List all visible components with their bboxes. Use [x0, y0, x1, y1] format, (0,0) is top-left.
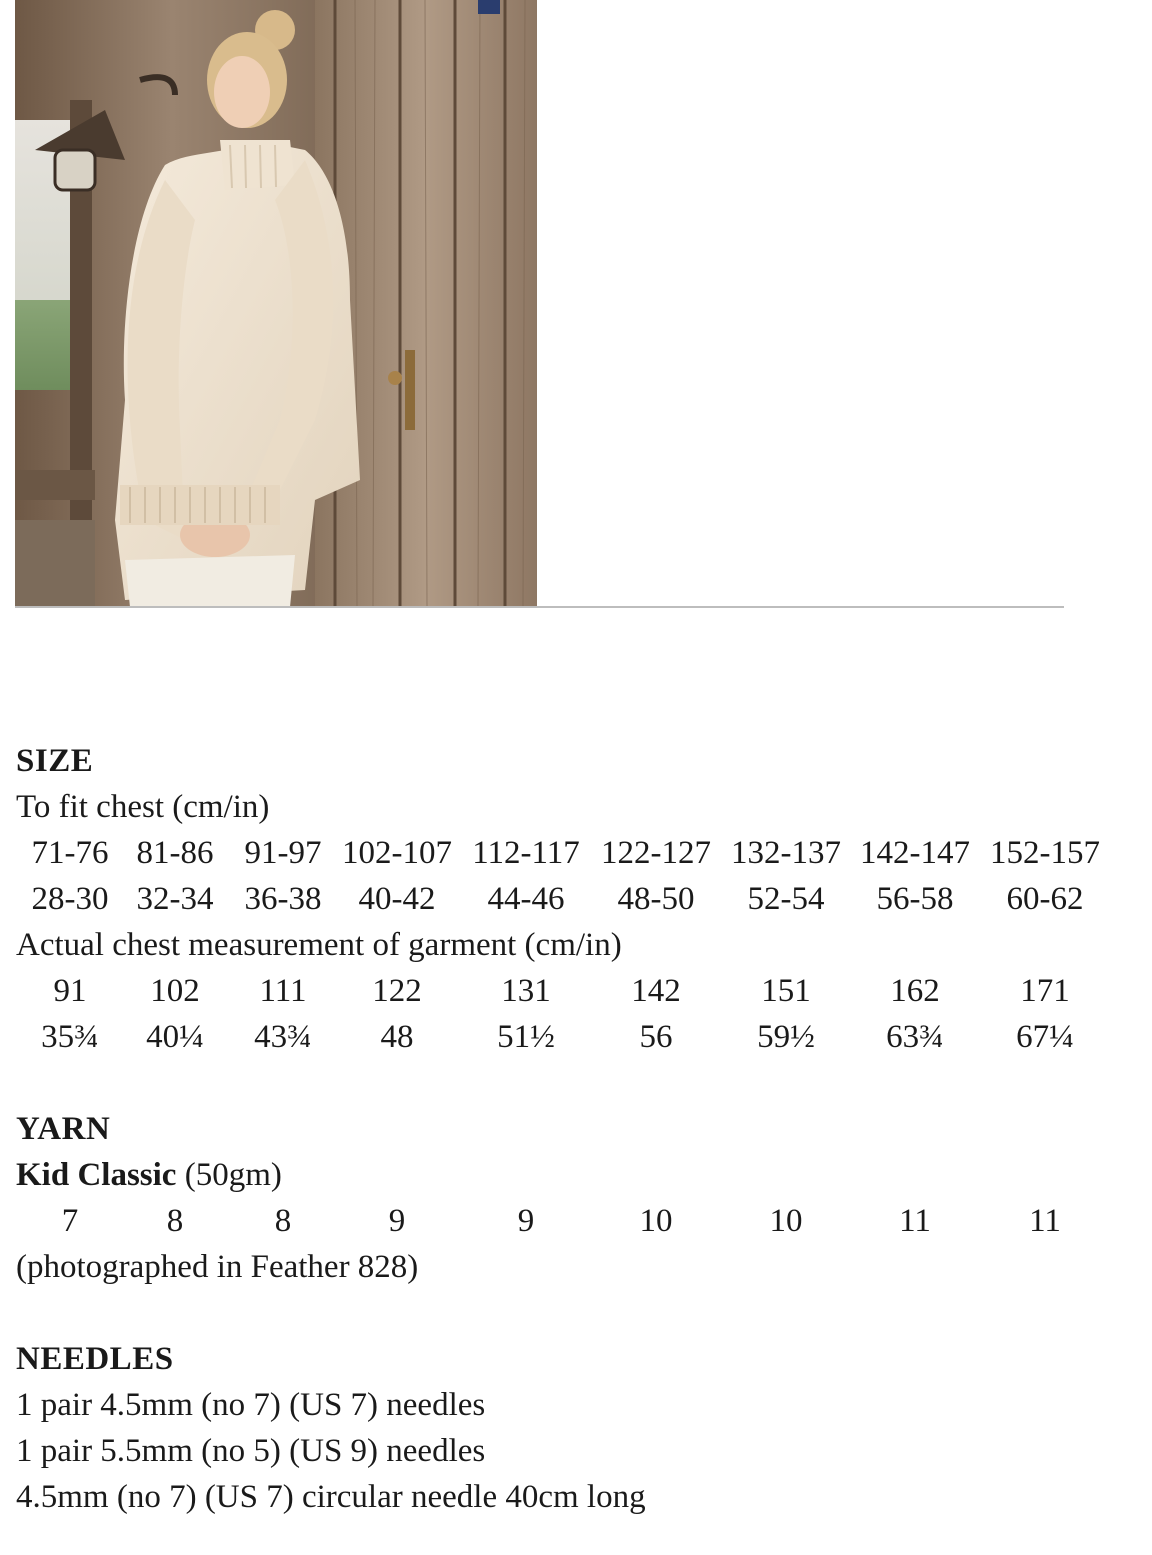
size-value: 60-62 [1006, 881, 1084, 917]
divider-line [15, 606, 1064, 608]
ball-count: 9 [388, 1203, 406, 1239]
ball-count: 11 [899, 1203, 931, 1239]
size-value: 81-86 [136, 835, 214, 871]
measurement-value: 171 [1020, 973, 1070, 1009]
measurement-value: 35¾ [41, 1019, 99, 1055]
size-value: 71-76 [31, 835, 109, 871]
measurement-value: 151 [761, 973, 811, 1009]
ball-count: 11 [1029, 1203, 1061, 1239]
model-photo [15, 0, 537, 607]
measurement-value: 131 [501, 973, 551, 1009]
ball-count: 7 [61, 1203, 79, 1239]
needle-item: 1 pair 5.5mm (no 5) (US 9) needles [16, 1433, 486, 1469]
measurement-value: 63¾ [886, 1019, 944, 1055]
fit-chest-in-row [0, 876, 1152, 922]
measurement-value: 59½ [757, 1019, 815, 1055]
size-value: 91-97 [244, 835, 322, 871]
needle-item: 4.5mm (no 7) (US 7) circular needle 40cm long [16, 1479, 646, 1515]
measurement-value: 142 [631, 973, 681, 1009]
ball-count: 10 [639, 1203, 673, 1239]
yarn-weight: (50gm) [176, 1157, 282, 1193]
measurement-value: 122 [372, 973, 422, 1009]
actual-chest-cm-row [0, 968, 1152, 1014]
size-value: 48-50 [617, 881, 695, 917]
size-value: 102-107 [342, 835, 452, 871]
size-value: 56-58 [876, 881, 954, 917]
model-in-turtleneck-sweater-photo [15, 0, 537, 607]
size-value: 142-147 [860, 835, 970, 871]
measurement-value: 111 [259, 973, 307, 1009]
size-value: 32-34 [136, 881, 214, 917]
measurement-value: 51½ [497, 1019, 555, 1055]
ball-count: 8 [166, 1203, 184, 1239]
yarn-balls-row [0, 1198, 1152, 1244]
size-value: 28-30 [31, 881, 109, 917]
measurement-value: 56 [639, 1019, 673, 1055]
measurement-value: 40¼ [146, 1019, 204, 1055]
size-value: 36-38 [244, 881, 322, 917]
measurement-value: 91 [53, 973, 87, 1009]
size-value: 40-42 [358, 881, 436, 917]
measurement-value: 67¼ [1016, 1019, 1074, 1055]
fit-chest-cm-row [0, 830, 1152, 876]
yarn-name: Kid Classic [16, 1157, 177, 1193]
needle-item: 1 pair 4.5mm (no 7) (US 7) needles [16, 1387, 486, 1423]
size-value: 52-54 [747, 881, 825, 917]
fit-chest-label: To fit chest (cm/in) [16, 789, 270, 825]
size-value: 132-137 [731, 835, 841, 871]
yarn-name-line [16, 1152, 282, 1198]
size-value: 122-127 [601, 835, 711, 871]
needles-heading: NEEDLES [16, 1341, 174, 1377]
size-value: 44-46 [487, 881, 565, 917]
measurement-value: 102 [150, 973, 200, 1009]
actual-chest-label: Actual chest measurement of garment (cm/in) [16, 927, 622, 963]
measurement-value: 48 [380, 1019, 414, 1055]
yarn-note: (photographed in Feather 828) [16, 1249, 419, 1285]
measurement-value: 43¾ [254, 1019, 312, 1055]
ball-count: 9 [517, 1203, 535, 1239]
size-value: 112-117 [472, 835, 580, 871]
ball-count: 10 [769, 1203, 803, 1239]
actual-chest-in-row [0, 1014, 1152, 1060]
ball-count: 8 [274, 1203, 292, 1239]
measurement-value: 162 [890, 973, 940, 1009]
yarn-heading: YARN [16, 1111, 111, 1147]
size-value: 152-157 [990, 835, 1100, 871]
size-heading: SIZE [16, 743, 94, 779]
